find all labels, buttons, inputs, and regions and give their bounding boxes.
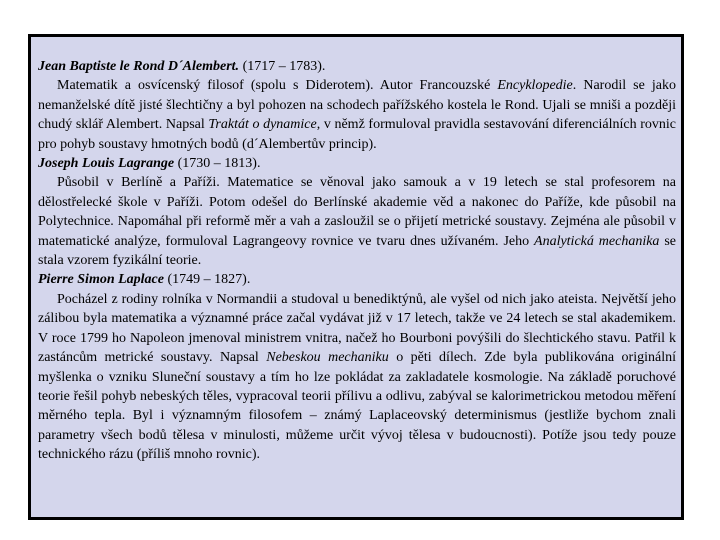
bio-text: Matematik a osvícenský filosof (spolu s Diderotem). Autor Francouzské [57,78,498,94]
work-title: Nebeskou mechaniku [266,350,389,366]
bio-text: Pocházel z rodiny rolníka v Normandii a studoval u benediktýnů, ale vyšel od nich jako ateista. Největší jeho zálibou byla matematika a významné práce začal vydávat již v 17 letech, takže ve 24 letech se stal akademikem. V roce 1799 ho Napoleon jmenoval ministrem vnitra, načež ho Bourboni povýšili do šlechtického stavu. Patřil k zastáncům metrické soustavy. Napsal [38,291,676,366]
bio-text: , v němž formuloval pravidla sestavování diferenciálních rovnic pro pohyb soustavy hmotných bodů (d´Alembertův princip). [38,117,676,152]
biography-panel [28,34,684,520]
work-title: Encyklopedie [497,78,573,94]
person-name: Jean Baptiste le Rond D´Alembert. [38,59,240,74]
person-bio [38,76,676,154]
person-dates: (1730 – 1813). [174,156,261,172]
person-dates: (1717 – 1783). [239,59,326,74]
person-name: Pierre Simon Laplace [38,272,164,288]
biography-entry-dalembert [38,57,676,76]
bio-text: o pěti dílech. Zde byla publikována originální myšlenka o vzniku Sluneční soustavy a tím ho lze pokládat za zakladatele kosmologie. Na základě poruchové teorie řešil pohyb nebeských těles, vypracoval teorii přílivu a odlivu, zabýval se kalorimetrickou metodou měření měrného tepla. Byl i významným filosofem – známý Laplaceovský determinismus (jestliže bychom znali parametry všech bodů tělesa v minulosti, můžeme určit vývoj tělesa v budoucnosti). Potíže jsou tedy pouze technického rázu (příliš mnoho rovnic). [38,350,676,463]
bio-text: se stala vzorem fyzikální teorie. [38,233,676,269]
work-title: Traktát o dynamice [208,117,317,133]
biography-entry-laplace [38,270,676,289]
person-bio [38,173,676,270]
biography-entry-lagrange [38,154,676,173]
person-dates: (1749 – 1827). [164,272,251,288]
bio-text: . Narodil se jako nemanželské dítě jisté šlechtičny a byl pohozen na schodech pařížského kostela le Rond. Ujali se mniši a později chudý sklář Alembert. Napsal [38,78,677,133]
bio-text: Působil v Berlíně a Paříži. Matematice se věnoval jako samouk a v 19 letech se stal profesorem na dělostřelecké škole v Paříži. Potom odešel do Berlínské akademie věd a nakonec do Paříže, kde působil na Polytechnice. Napomáhal při reformě měr a vah a zasloužil se o přijetí metrické soustavy. Zejména ale působil v matematické analýze, formuloval Lagrangeovy rovnice ve tvaru dnes užívaném. Jeho [38,175,676,249]
work-title: Analytická mechanika [534,233,660,249]
person-bio [38,290,676,465]
person-name: Joseph Louis Lagrange [38,156,175,172]
